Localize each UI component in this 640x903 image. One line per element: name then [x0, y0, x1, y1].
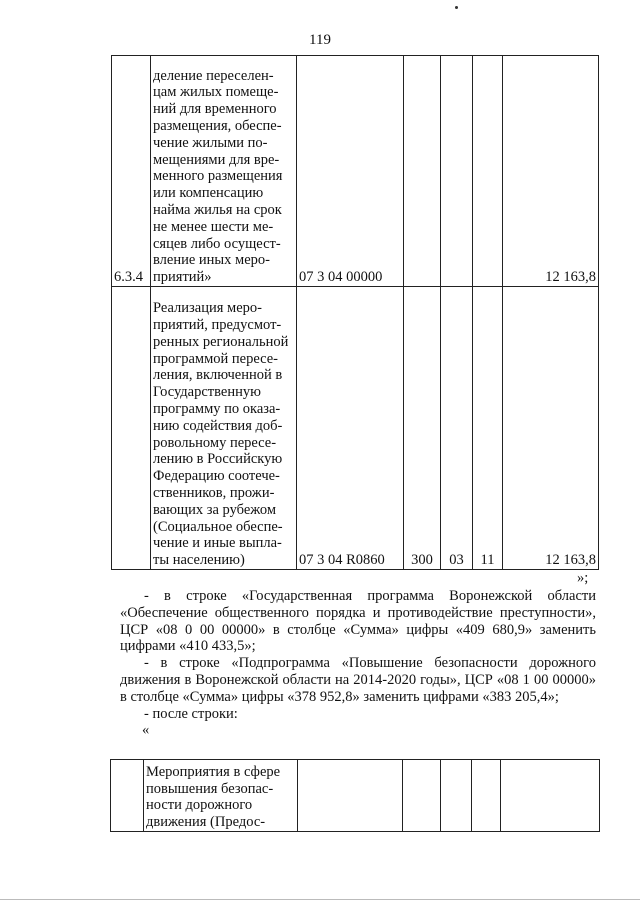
page-number: 119 [309, 32, 331, 48]
row-csr: 07 3 04 00000 [297, 56, 404, 287]
row-code [111, 760, 144, 832]
row-vr [403, 760, 441, 832]
row-csr [298, 760, 403, 832]
table-row [112, 287, 599, 570]
row-vr: 300 [404, 287, 441, 570]
row-code: 6.3.4 [112, 56, 151, 287]
budget-table-new [110, 759, 600, 832]
table-row [111, 760, 600, 832]
row-sum [501, 760, 600, 832]
row-rz: 03 [441, 287, 473, 570]
budget-table-continued [111, 55, 599, 570]
row-pr [473, 56, 503, 287]
paragraph: - в строке «Государственная программа Воронежской области «Обеспечение общественного порядка и противодействие преступности», ЦСР «08 0 00 00000» в столбце «Сумма» цифры «409 680,9» заменить цифрами «410 433,5»; [120, 588, 596, 655]
amendments-text [120, 588, 596, 739]
row-name: Мероприятия в сфере повышения безопас- ности дорожного движения (Предос- [144, 760, 298, 832]
row-code [112, 287, 151, 570]
scan-speck [455, 6, 458, 9]
paragraph: - в строке «Подпрограмма «Повышение безопасности дорожного движения в Воронежской области на 2014-2020 годы», ЦСР «08 1 00 00000» в столбце «Сумма» цифры «378 952,8» заменить цифрами «383 205,4»; [120, 655, 596, 705]
opening-quote: « [142, 722, 150, 739]
row-name: деление переселен- цам жилых помеще- ний для временного размещения, обеспе- чение жилыми по- мещениями для вре- менного размещения или компенсацию найма жилья на срок не менее шести ме- сяцев либо осущест- вление иных меро- приятий» [151, 56, 297, 287]
row-csr: 07 3 04 R0860 [297, 287, 404, 570]
after-line: - после строки: [144, 705, 238, 722]
row-sum: 12 163,8 [503, 56, 599, 287]
row-pr [472, 760, 501, 832]
row-sum: 12 163,8 [503, 287, 599, 570]
row-pr: 11 [473, 287, 503, 570]
row-rz [441, 56, 473, 287]
table-row [112, 56, 599, 287]
closing-quote: »; [577, 570, 589, 586]
scan-edge-line [0, 899, 640, 900]
row-vr [404, 56, 441, 287]
row-rz [441, 760, 472, 832]
row-name: Реализация меро- приятий, предусмот- ренных региональной программой пересе- ления, включенной в Государственную программу по оказа- нию содействия доб- ровольному пересе- лению в Российскую Федерацию соотече- ственников, прожи- вающих за рубежом (Социальное обеспе- чение и иные выпла- ты населению) [151, 287, 297, 570]
